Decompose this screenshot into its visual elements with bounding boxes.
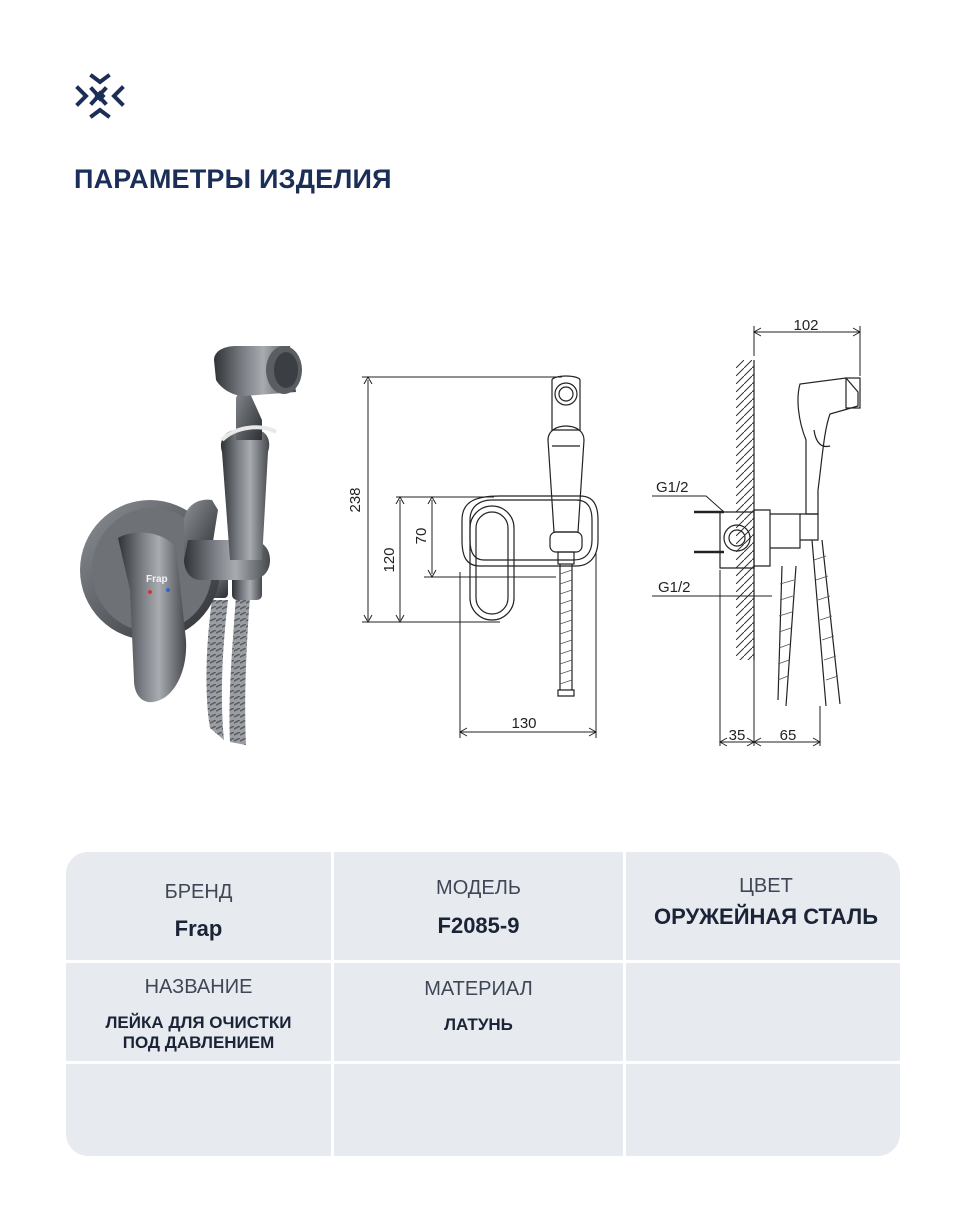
product-drawings [0, 300, 960, 780]
brand-logo-icon [74, 72, 126, 120]
page-title: ПАРАМЕТРЫ ИЗДЕЛИЯ [74, 164, 392, 194]
product-badge: Frap [146, 574, 168, 585]
dim-plate-width: 130 [511, 715, 537, 732]
dim-plate-height: 120 [381, 547, 398, 573]
spec-model-label: МОДЕЛЬ [436, 877, 521, 899]
product-photo [80, 346, 302, 745]
dim-thread-bottom: G1/2 [658, 579, 691, 596]
spec-empty-cell [334, 1064, 623, 1156]
spec-empty-cell [66, 1064, 331, 1156]
dim-projection: 102 [793, 317, 819, 334]
spec-model-value: F2085-9 [437, 913, 520, 938]
spec-color [626, 852, 900, 960]
spec-name-value: ЛЕЙКА ДЛЯ ОЧИСТКИ ПОД ДАВЛЕНИЕМ [105, 1013, 292, 1052]
front-view-hose-texture [560, 570, 572, 684]
front-view-drawing [462, 376, 598, 696]
side-view-drawing [694, 360, 860, 706]
side-view-hose-texture [778, 556, 838, 680]
dim-outlet-height: 70 [413, 527, 430, 545]
spec-material [334, 963, 623, 1061]
spec-name-label: НАЗВАНИЕ [144, 976, 253, 998]
spec-brand-label: БРЕНД [164, 881, 233, 903]
spec-color-label: ЦВЕТ [739, 875, 793, 897]
dim-thread-top: G1/2 [656, 479, 689, 496]
dim-offset: 65 [779, 727, 797, 744]
spec-empty-cell [626, 963, 900, 1061]
spec-model [334, 852, 623, 960]
side-view-dimensions [652, 326, 860, 746]
specs-table [66, 852, 900, 1156]
spec-material-value: ЛАТУНЬ [444, 1015, 513, 1034]
dim-wall-depth: 35 [728, 727, 746, 744]
dim-total-height: 238 [347, 487, 364, 513]
spec-brand [66, 852, 331, 960]
spec-name [66, 963, 331, 1061]
spec-color-value: ОРУЖЕЙНАЯ СТАЛЬ [653, 904, 879, 929]
spec-material-label: МАТЕРИАЛ [424, 978, 533, 1000]
spec-empty-cell [626, 1064, 900, 1156]
spec-brand-value: Frap [174, 916, 223, 941]
